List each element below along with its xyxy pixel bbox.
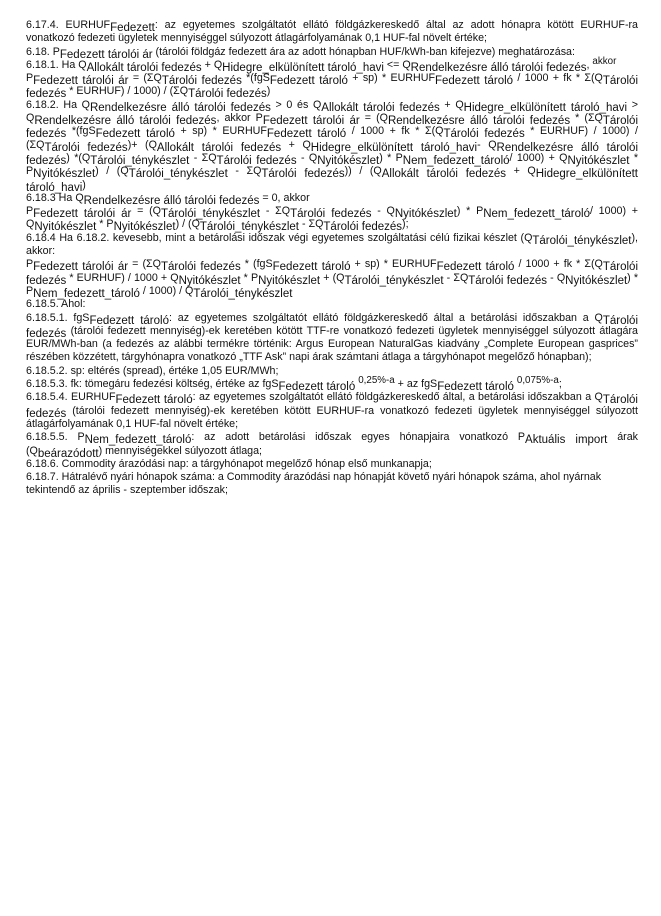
paragraph-6-18-3: 6.18.3 Ha $Q_{Rendelkezésre álló tárolói fedezés} = 0$, akkor xyxy=(26,191,310,207)
paragraph-6-18: 6.18. $P_{Fedezett tárolói ár}$ (tárolói földgáz fedezett ára az adott hónapban HUF/kWh-ban kifejezve) meghatározása: xyxy=(26,45,575,61)
paragraph-6-18-6: 6.18.6. Commodity árazódási nap: a tárgyhónapot megelőző hónap első munkanapja; xyxy=(26,457,432,470)
paragraph-6-18-5-2: 6.18.5.2. sp: eltérés (spread), értéke 1,05 EUR/MWh; xyxy=(26,364,279,377)
paragraph-6-18-1: 6.18.1. Ha $Q_{Allokált tárolói fedezés} + Q_{Hidegre\_elkülönített tároló\_havi} <= Q_{Rendelkezésre álló tárolói fedezés}$, $^{akkor}$ xyxy=(26,55,617,74)
paragraph-6-18-5-1: 6.18.5.1. fgS$_{Fedezett tároló}$: az egyetemes szolgáltatót ellátó földgázkereskedő által a betárolási időszakban a $Q_{Tárolói fedezés}$ (tárolói fedezett mennyiség)-ek keretében kötött TTF-re vonatkozó fedezeti ügyletek mennyiséggel súlyozott átlagára EUR/MWh-ban (a fedezés az alábbi termékre történik: Argus European NaturalGas kiadvány „Complete European gasprices” részében közzétett, tárgyhónapra vonatkozó „TTF Ask” napi árak számtani átlaga a tárgyhónapot megelőző hónapban); xyxy=(26,311,638,364)
document-page xyxy=(26,19,638,498)
paragraph-6-18-4: 6.18.4 Ha 6.18.2. kevesebb, mint a betárolási időszak végi egyetemes szolgáltatási célú fizikai készlet $(Q_{Tárolói\_ténykészlet})$, akkor: xyxy=(26,231,638,258)
formula-6-18-1: $P_{Fedezett tárolói ár} = (\Sigma Q_{Tárolói fedezés}$ $*(fgS_{Fedezett tároló} + sp) * EURHUF_{Fedezett tároló} / 1000$ + fk * $\Sigma(Q_{Tárolói fedezés}$ * EURHUF) / $1000) / (\Sigma Q_{Tárolói fedezés})$ xyxy=(26,72,638,101)
paragraph-6-18-5: 6.18.5. Ahol: xyxy=(26,298,86,311)
paragraph-6-18-5-5: 6.18.5.5. $P_{Nem\_fedezett\_tároló}$: az adott betárolási időszak egyes hónapjaira vonatkozó $P_{Aktuális import}$ árak $(Q_{beárazódott})$ mennyiségekkel súlyozott átlaga; xyxy=(26,431,638,460)
paragraph-6-17-4: 6.17.4. $EURHUF_{Fedezett}$: az egyetemes szolgáltatót ellátó földgázkereskedő által az adott hónapra kötött EURHUF-ra vonatkozó fedezeti ügyletek mennyiséggel súlyozott átlagárfolyamának 0,1 HUF-fal növelt értéke; xyxy=(26,19,639,45)
paragraph-6-18-2: 6.18.2. Ha $Q_{Rendelkezésre álló tárolói fedezés} > 0$ és $Q_{Allokált tárolói fedezés} + Q_{Hidegre\_elkülönített tároló\_havi} > Q_{Rendelkezésre álló tárolói fedezés}$, akkor $P_{Fedezett tárolói ár} = (Q_{Rendelkezésre álló tárolói fedezés} * (\Sigma Q_{Tárolói fedezés}$ $*(fgS_{Fedezett tároló} + sp) * EURHUF_{Fedezett tároló} / 1000$ + fk * $\Sigma(Q_{Tárolói fedezés}$ * EURHUF) / $1000) / (\Sigma Q_{Tárolói fedezés})+ (Q_{Allokált tárolói fedezés} + Q_{Hidegre\_elkülönített tároló\_havi}-$ $Q_{Rendelkezésre álló tárolói fedezés}$) $*(Q_{Tárolói\_ténykészlet} - \Sigma Q_{Tárolói fedezés} - Q_{Nyitókészlet}) * P_{Nem\_fedezett\_tároló}/$ $1000) + Q_{Nyitókészlet} * P_{Nyitókészlet}) / (Q_{Tárolói\_ténykészlet} - \Sigma Q_{Tárolói fedezés})) / (Q_{Allokált tárolói fedezés} + Q_{Hidegre\_elkülönített tároló\_havi})$ xyxy=(26,98,639,194)
paragraph-6-18-7: 6.18.7. Hátralévő nyári hónapok száma: a Commodity árazódási nap hónapját követő nyári hónapok száma, ahol nyárnak tekintendő az április - szeptember időszak; xyxy=(26,471,602,497)
paragraph-6-18-5-3: 6.18.5.3. fk: tömegáru fedezési költség, értéke az fgS$_{Fedezett tároló}$ $^{0,25\%-a}$ + az fgS$_{Fedezett tároló}$ $^{0,075\%-a}$; xyxy=(26,375,562,394)
formula-6-18-4: $P_{Fedezett tárolói ár} = (\Sigma Q_{Tárolói fedezés} * (fgS_{Fedezett tároló} + sp)$ * $EURHUF_{Fedezett tároló} / 1000$ + fk * $\Sigma(Q_{Tárolói fedezés}$ * EURHUF) / $1000 + Q_{Nyitókészlet} * P_{Nyitókészlet} + (Q_{Tárolói\_ténykészlet} - \Sigma Q_{Tárolói fedezés} - Q_{Nyitókészlet}) * P_{Nem\_fedezett\_tároló} / 1000) / Q_{Tárolói\_ténykészlet}$ xyxy=(26,258,639,300)
formula-6-18-3: $P_{Fedezett tárolói ár} = (Q_{Tárolói\_ténykészlet} - \Sigma Q_{Tárolói fedezés} - Q_{Nyitókészlet}) * P_{Nem\_fedezett\_tároló}/$ $1000) + Q_{Nyitókészlet} * P_{Nyitókészlet}) / (Q_{Tárolói\_ténykészlet} - \Sigma Q_{Tárolói fedezés})$; xyxy=(26,205,639,234)
paragraph-6-18-5-4: 6.18.5.4. $EURHUF_{Fedezett tároló}$: az egyetemes szolgáltatót ellátó földgázkereskedő által, a betárolási időszakban a $Q_{Tárolói fedezés}$ (tárolói fedezett mennyiség)-ek keretében kötött EURHUF-ra vonatkozó fedezeti ügyletek mennyiséggel súlyozott átlagárfolyamának 0,1 HUF-fal növelt értéke; xyxy=(26,391,638,430)
